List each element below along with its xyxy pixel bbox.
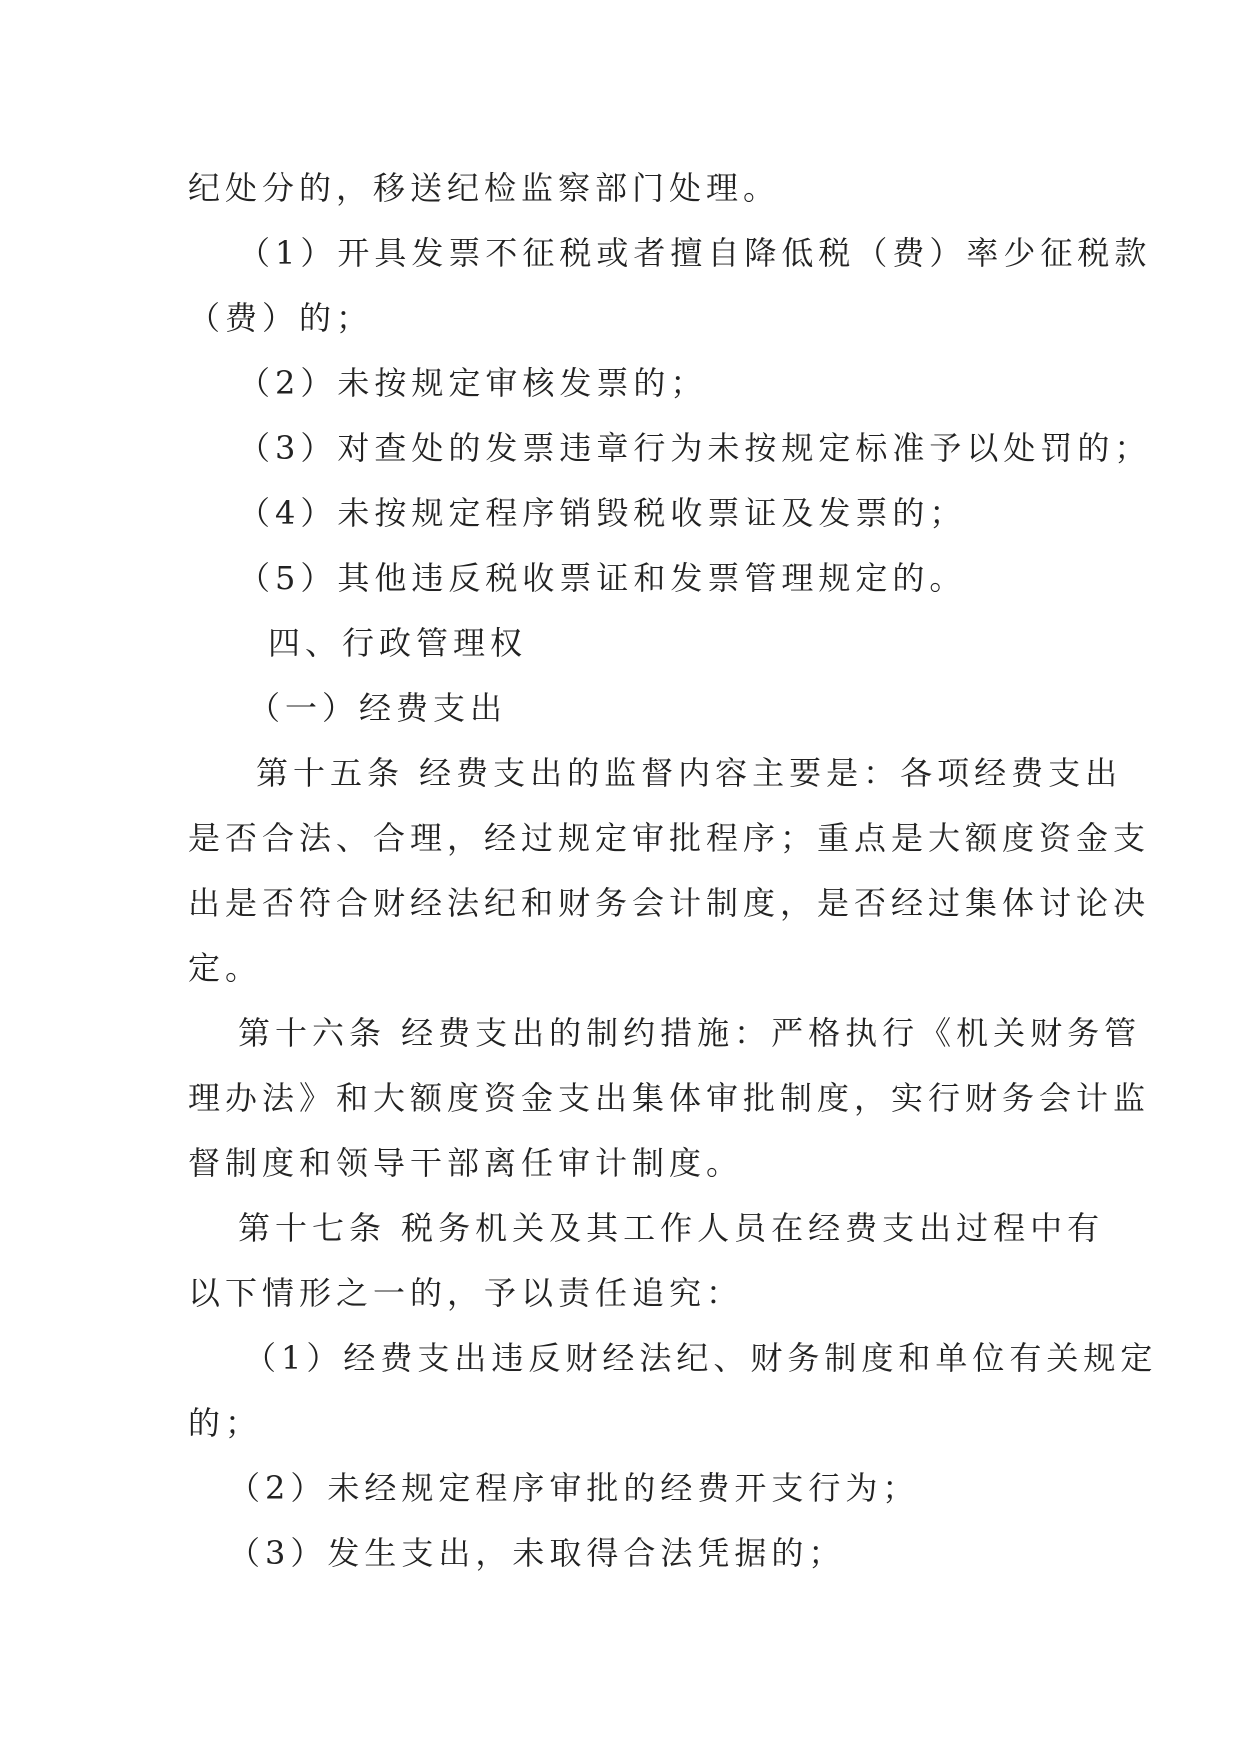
body-line: 纪处分的，移送纪检监察部门处理。 (188, 169, 781, 207)
list-item: （2）未按规定审核发票的； (238, 364, 708, 402)
list-item: （2）未经规定程序审批的经费开支行为； (228, 1469, 920, 1507)
body-line: 督制度和领导干部离任审计制度。 (188, 1144, 744, 1182)
list-item-continuation: 的； (188, 1404, 263, 1442)
subsection-heading: （一）经费支出 (248, 689, 508, 727)
body-line: 定。 (188, 949, 263, 987)
list-item: （4）未按规定程序销毁税收票证及发票的； (238, 494, 967, 532)
body-line: 出是否符合财经法纪和财务会计制度，是否经过集体讨论决 (188, 884, 1151, 922)
body-line: 以下情形之一的，予以责任追究： (188, 1274, 744, 1312)
article-line: 第十六条 经费支出的制约措施：严格执行《机关财务管 (238, 1014, 1142, 1052)
article-line: 第十五条 经费支出的监督内容主要是：各项经费支出 (256, 754, 1123, 792)
list-item: （1）经费支出违反财经法纪、财务制度和单位有关规定 (244, 1339, 1158, 1377)
list-item: （5）其他违反税收票证和发票管理规定的。 (238, 559, 967, 597)
list-item: （1）开具发票不征税或者擅自降低税（费）率少征税款 (238, 234, 1152, 272)
section-heading: 四、行政管理权 (268, 624, 528, 662)
article-line: 第十七条 税务机关及其工作人员在经费支出过程中有 (238, 1209, 1105, 1247)
list-item: （3）发生支出，未取得合法凭据的； (228, 1534, 846, 1572)
body-line: 理办法》和大额度资金支出集体审批制度，实行财务会计监 (188, 1079, 1151, 1117)
list-item: （3）对查处的发票违章行为未按规定标准予以处罚的； (238, 429, 1152, 467)
list-item-continuation: （费）的； (188, 299, 374, 337)
body-line: 是否合法、合理，经过规定审批程序；重点是大额度资金支 (188, 819, 1151, 857)
